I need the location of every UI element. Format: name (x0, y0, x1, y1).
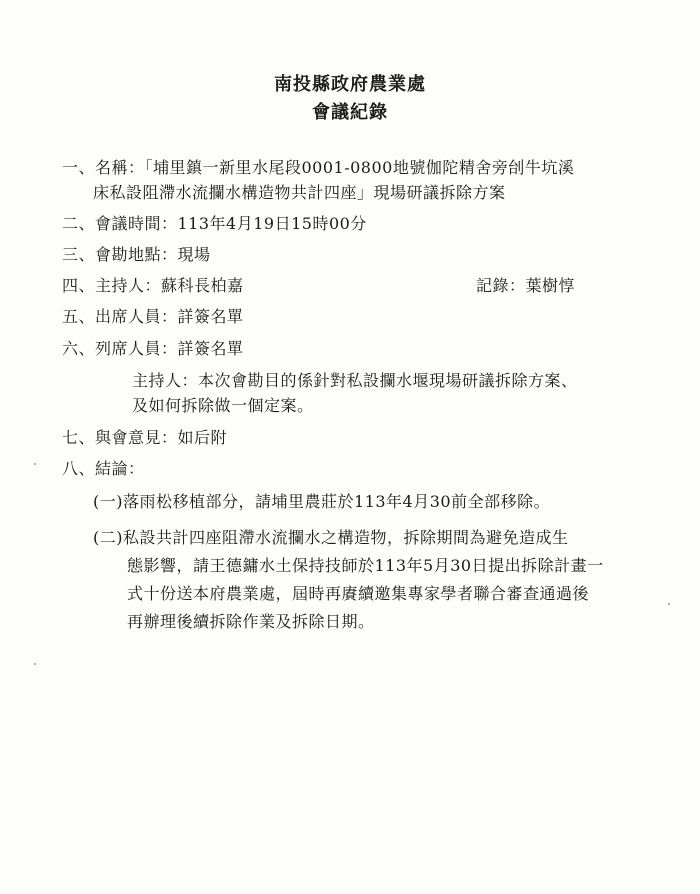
chair-remark-line2: 及如何拆除做一個定案。 (132, 396, 314, 415)
conclusion-2-line3: 式十份送本府農業處，屆時再賡續邀集專家學者聯合審查通過後 (127, 584, 590, 603)
item-opinions: 七、與會意見：如后附 (62, 428, 228, 447)
conclusion-1: (一)落雨松移植部分，請埔里農莊於113年4月30前全部移除。 (93, 492, 551, 511)
item-conclusion-heading: 八、結論： (62, 459, 145, 478)
item-recorder: 記錄：葉樹惇 (476, 276, 576, 295)
agency-title: 南投縣政府農業處 (274, 74, 426, 95)
conclusion-2-line2: 態影響，請王德鏞水土保持技師於113年5月30日提出拆除計畫一 (127, 556, 604, 575)
item-name-line2: 床私設阻滯水流攔水構造物共計四座」現場研議拆除方案 (93, 183, 506, 202)
scan-speck (668, 603, 670, 605)
item-location: 三、會勘地點：現場 (62, 245, 211, 264)
item-chair: 四、主持人：蘇科長柏嘉 (62, 276, 244, 295)
chair-remark-line1: 主持人：本次會勘目的係針對私設攔水堰現場研議拆除方案、 (132, 371, 578, 390)
item-observers: 六、列席人員：詳簽名單 (62, 339, 244, 358)
scan-speck (34, 463, 36, 465)
conclusion-2-line1: (二)私設共計四座阻滯水流攔水之構造物，拆除期間為避免造成生 (93, 528, 569, 547)
item-name-line1: 一、名稱：「埔里鎮一新里水尾段0001-0800地號伽陀精舍旁刣牛坑溪 (62, 158, 575, 177)
item-meeting-time: 二、會議時間：113年4月19日15時00分 (62, 214, 367, 233)
scan-speck (34, 663, 36, 665)
document-title: 會議紀錄 (312, 102, 388, 123)
conclusion-2-line4: 再辦理後續拆除作業及拆除日期。 (127, 612, 375, 631)
item-attendees: 五、出席人員：詳簽名單 (62, 307, 244, 326)
